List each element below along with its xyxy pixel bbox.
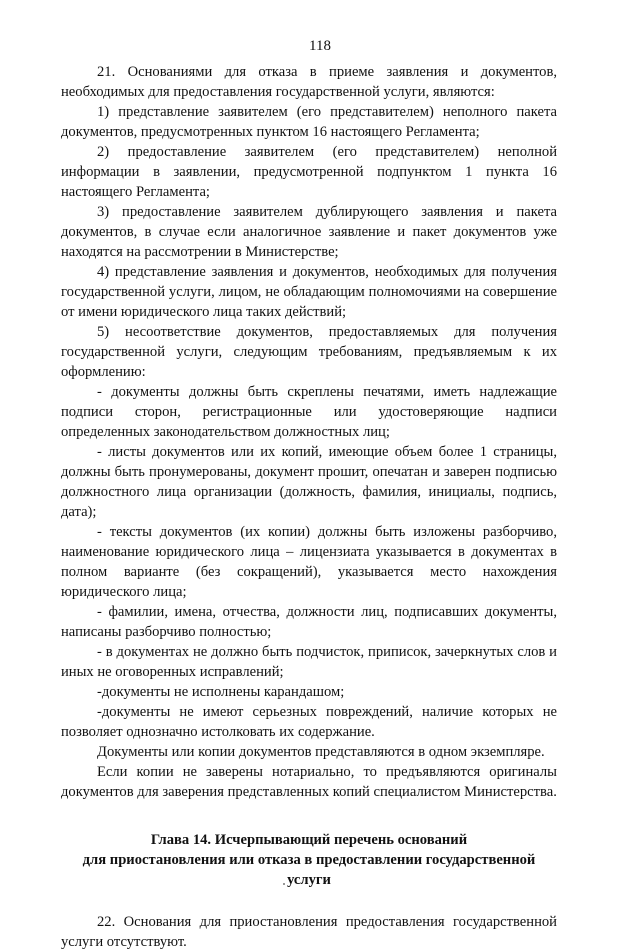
page-dot-mark: [283, 883, 285, 885]
list-item-4: 4) представление заявления и документов, необходимых для получения государственной услуги, лицом, не обладающим полномочиями на совершение от имени юридического лица таких действий;: [61, 264, 557, 320]
chapter-heading-line-2: для приостановления или отказа в предоставлении государственной: [82, 852, 536, 868]
requirement-names: - фамилии, имена, отчества, должности лиц, подписавших документы, написаны разборчиво полностью;: [61, 604, 557, 640]
requirement-numbering: - листы документов или их копий, имеющие объем более 1 страницы, должны быть пронумерованы, документ прошит, опечатан и заверен подписью должностного лица организации (должность, фамилия, инициалы, подпись, дата);: [61, 444, 557, 520]
requirement-seals: - документы должны быть скреплены печатями, иметь надлежащие подписи сторон, регистрационные или удостоверяющие надписи определенных законодательством должностных лиц;: [61, 384, 557, 440]
copies-note: Документы или копии документов представляются в одном экземпляре.: [97, 744, 545, 760]
requirement-no-pencil: -документы не исполнены карандашом;: [97, 684, 345, 700]
paragraph-22: 22. Основания для приостановления предоставления государственной услуги отсутствуют.: [61, 914, 557, 950]
notarization-note: Если копии не заверены нотариально, то предъявляются оригиналы документов для заверения представленных копий специалистом Министерства.: [61, 764, 557, 800]
list-item-2: 2) предоставление заявителем (его представителем) неполной информации в заявлении, предусмотренной подпунктом 1 пункта 16 настоящего Регламента;: [61, 144, 557, 200]
list-item-1: 1) представление заявителем (его представителем) неполного пакета документов, предусмотренных пунктом 16 настоящего Регламента;: [61, 104, 557, 140]
chapter-heading-line-1: Глава 14. Исчерпывающий перечень оснований: [150, 832, 468, 848]
list-item-5: 5) несоответствие документов, предоставляемых для получения государственной услуги, следующим требованиям, предъявляемым к их оформлению:: [61, 324, 557, 380]
requirement-no-damage: -документы не имеют серьезных повреждений, наличие которых не позволяет однозначно истолковать их содержание.: [61, 704, 557, 740]
chapter-heading-line-3: услуги: [287, 872, 331, 888]
page-number: 118: [309, 38, 331, 54]
requirement-legibility: - тексты документов (их копии) должны быть изложены разборчиво, наименование юридического лица – лицензиата указывается в документах в полном варианте (без сокращений), указывается место нахождения юридического лица;: [61, 524, 557, 600]
list-item-3: 3) предоставление заявителем дублирующего заявления и пакета документов, в случае если аналогичное заявление и пакет документов уже находятся на рассмотрении в Министерстве;: [61, 204, 557, 260]
document-body: [61, 62, 557, 952]
paragraph-21: 21. Основаниями для отказа в приеме заявления и документов, необходимых для предоставления государственной услуги, являются:: [61, 64, 557, 100]
chapter-heading: [61, 830, 557, 890]
requirement-no-corrections: - в документах не должно быть подчисток, приписок, зачеркнутых слов и иных не оговоренных исправлений;: [61, 644, 557, 680]
